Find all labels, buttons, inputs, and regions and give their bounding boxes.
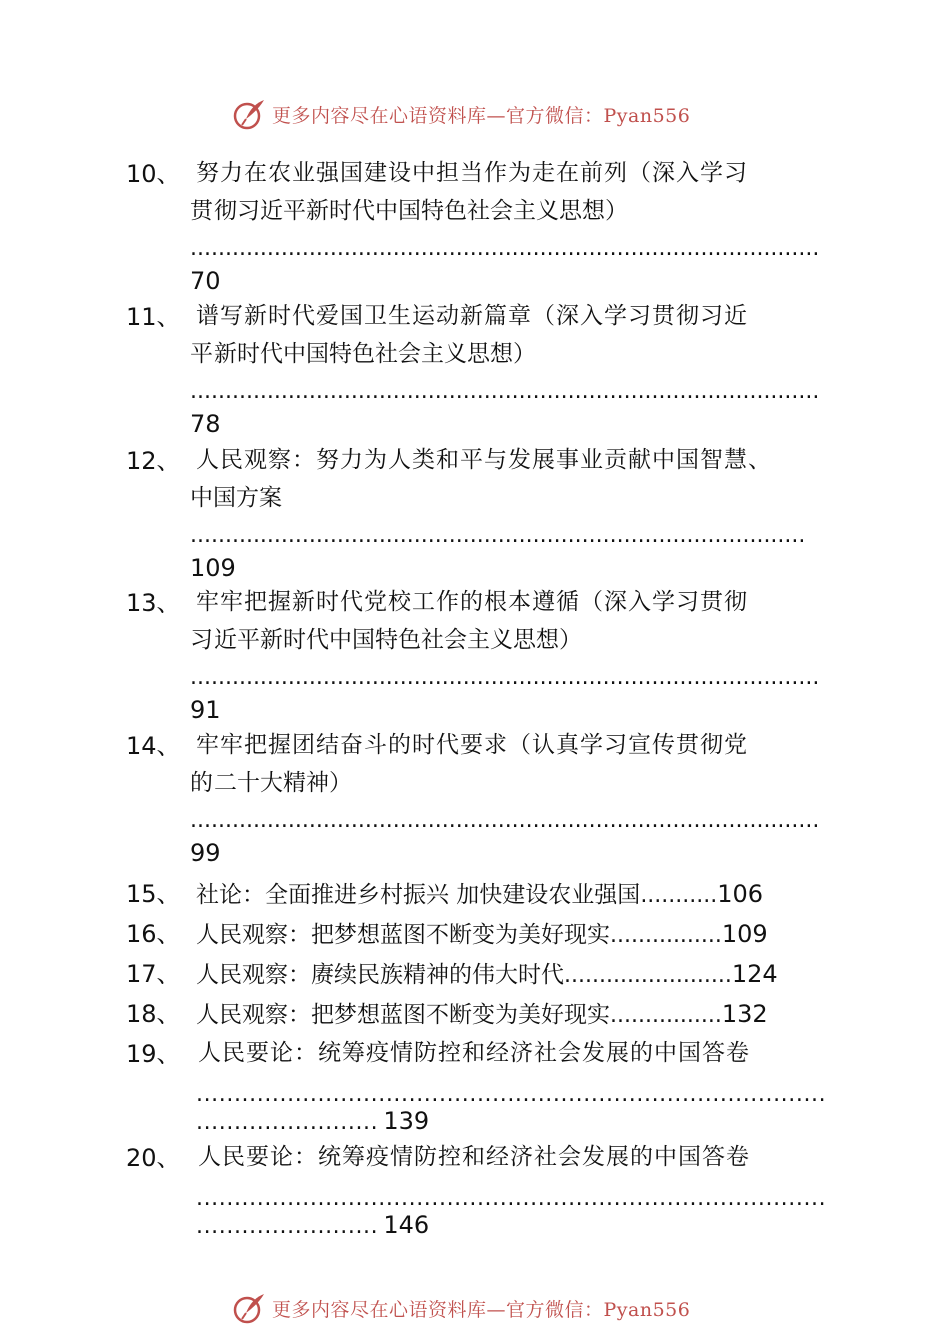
toc-page-number: 132 bbox=[721, 1000, 768, 1028]
toc-entry-title: 人民要论：统筹疫情防控和经济社会发展的中国答卷 bbox=[198, 1040, 750, 1066]
toc-entry-title-line2: 平新时代中国特色社会主义思想） bbox=[190, 341, 536, 367]
toc-leader-dots: ................................................................................... bbox=[196, 1082, 827, 1107]
toc-page-number: 78 bbox=[190, 410, 221, 438]
toc-leader-dots: .......................................................................................... bbox=[190, 236, 820, 261]
toc-entry-number: 15、 bbox=[126, 880, 181, 908]
quill-logo-icon bbox=[232, 1291, 266, 1325]
toc-leader-dots: ........... bbox=[640, 883, 718, 908]
toc-entry-number: 17、 bbox=[126, 960, 181, 988]
wechat-id: Pyan556 bbox=[603, 1298, 691, 1321]
toc-entry-title-line2: 习近平新时代中国特色社会主义思想） bbox=[190, 627, 582, 653]
toc-entry-number: 16、 bbox=[126, 920, 181, 948]
toc-entry-title-line1: 牢牢把握新时代党校工作的根本遵循（深入学习贯彻 bbox=[196, 589, 748, 615]
toc-entry-title: 人民观察：把梦想蓝图不断变为美好现实................109 bbox=[196, 920, 768, 948]
toc-entry-tail: ........................ 146 bbox=[196, 1211, 430, 1239]
toc-entry-title-line1: 人民观察：努力为人类和平与发展事业贡献中国智慧、 bbox=[196, 447, 772, 473]
toc-entry-number: 14、 bbox=[126, 732, 181, 760]
toc-leader-dots: .......................................................................................... bbox=[190, 379, 820, 404]
toc-leader-dots: .......................................................................................... bbox=[190, 808, 820, 833]
header-banner-text: 更多内容尽在心语资料库—官方微信：Pyan556 bbox=[272, 104, 691, 127]
toc-entry-number: 13、 bbox=[126, 589, 181, 617]
wechat-id: Pyan556 bbox=[603, 104, 691, 127]
toc-entry-title: 社论：全面推进乡村振兴 加快建设农业强国...........106 bbox=[196, 880, 764, 908]
toc-entry-number: 18、 bbox=[126, 1000, 181, 1028]
toc-page-number: 109 bbox=[190, 554, 236, 582]
toc-page-number: 139 bbox=[383, 1107, 430, 1135]
toc-page-number: 109 bbox=[721, 920, 768, 948]
toc-entry-number: 20、 bbox=[126, 1144, 181, 1172]
toc-leader-dots: ................ bbox=[610, 923, 722, 948]
toc-page-number: 124 bbox=[731, 960, 778, 988]
toc-entry-number: 10、 bbox=[126, 160, 181, 188]
toc-entry-number: 11、 bbox=[126, 303, 181, 331]
toc-entry-number: 12、 bbox=[126, 447, 181, 475]
footer-banner-text: 更多内容尽在心语资料库—官方微信：Pyan556 bbox=[272, 1298, 691, 1321]
toc-entry-number: 19、 bbox=[126, 1040, 181, 1068]
toc-entry-title-line1: 谱写新时代爱国卫生运动新篇章（深入学习贯彻习近 bbox=[196, 303, 748, 329]
toc-entry-title-line2: 的二十大精神） bbox=[190, 770, 352, 796]
toc-page-number: 146 bbox=[383, 1211, 430, 1239]
toc-page-number: 70 bbox=[190, 267, 221, 295]
toc-entry-title: 人民要论：统筹疫情防控和经济社会发展的中国答卷 bbox=[198, 1144, 750, 1170]
toc-leader-dots: ................ bbox=[610, 1003, 722, 1028]
toc-entry-title: 人民观察：把梦想蓝图不断变为美好现实................132 bbox=[196, 1000, 768, 1028]
toc-leader-dots: ................................................................................... bbox=[196, 1186, 827, 1211]
toc-entry-title-line1: 牢牢把握团结奋斗的时代要求（认真学习宣传贯彻党 bbox=[196, 732, 748, 758]
toc-entry-title-line1: 努力在农业强国建设中担当作为走在前列（深入学习 bbox=[196, 160, 748, 186]
toc-entry-tail: ........................ 139 bbox=[196, 1107, 430, 1135]
footer-banner bbox=[232, 1290, 752, 1326]
toc-entry-title: 人民观察：赓续民族精神的伟大时代........................124 bbox=[196, 960, 778, 988]
toc-page-number: 91 bbox=[190, 696, 221, 724]
toc-entry-title-line2: 中国方案 bbox=[190, 485, 282, 511]
toc-leader-dots: ........................ bbox=[564, 963, 732, 988]
toc-leader-dots: ........................................................................................ bbox=[190, 523, 806, 548]
toc-entry-title-line2: 贯彻习近平新时代中国特色社会主义思想） bbox=[190, 198, 628, 224]
toc-page-number: 99 bbox=[190, 839, 221, 867]
toc-page-number: 106 bbox=[717, 880, 764, 908]
toc-leader-dots: .......................................................................................... bbox=[190, 665, 820, 690]
